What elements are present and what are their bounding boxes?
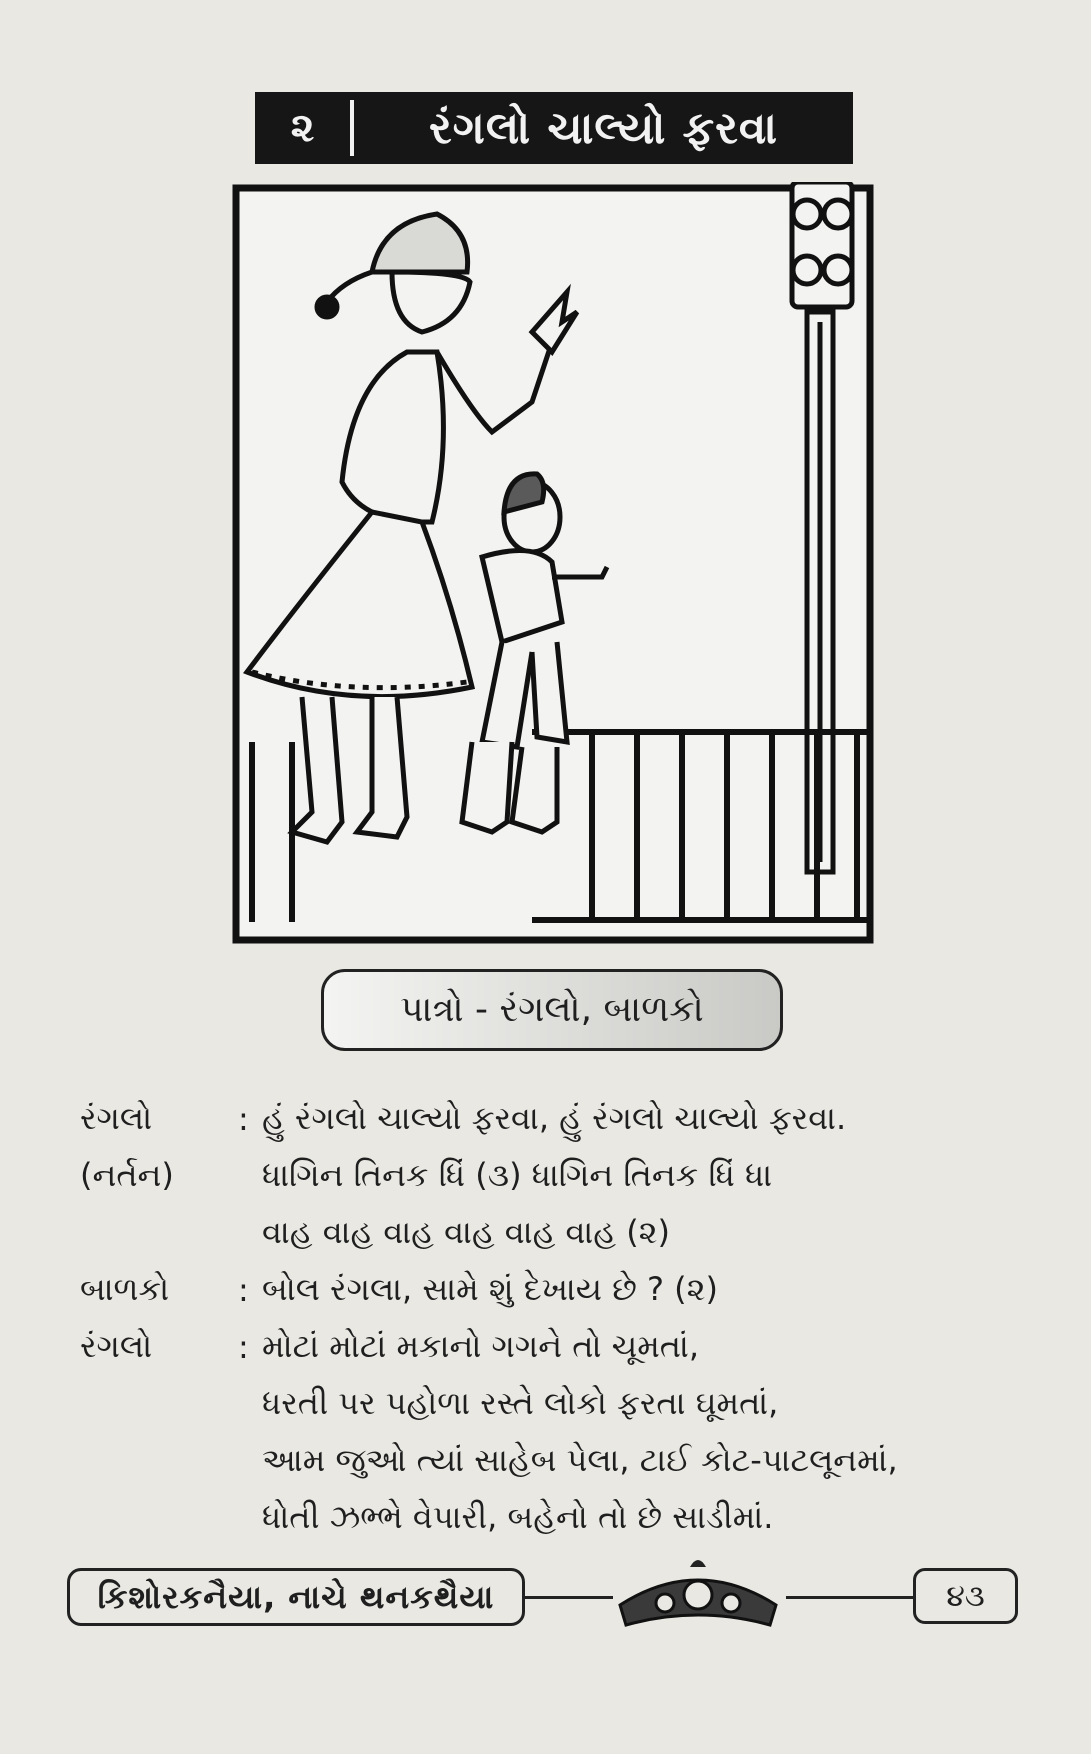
speaker: (નર્તન) bbox=[80, 1156, 174, 1194]
line-text: ધોતી ઝભ્ભે વેપારી, બહેનો તો છે સાડીમાં. bbox=[262, 1498, 774, 1536]
line-text: આમ જુઓ ત્યાં સાહેબ પેલા, ટાઈ કોટ-પાટલૂનમાં, bbox=[262, 1441, 898, 1479]
chapter-header bbox=[255, 92, 853, 164]
line-text: ધરતી પર પહોળા રસ્તે લોકો ફરતા ઘૂમતાં, bbox=[262, 1384, 779, 1422]
dialogue-line bbox=[80, 1090, 1000, 1147]
ornament-icon bbox=[610, 1545, 786, 1635]
dialogue-line bbox=[80, 1375, 1000, 1432]
dialogue-line bbox=[80, 1147, 1000, 1204]
line-text: મોટાં મોટાં મકાનો ગગને તો ચૂમતાં, bbox=[262, 1327, 700, 1365]
book-title: કિશોરકનૈયા, નાચે થનકથૈયા bbox=[67, 1568, 525, 1626]
colon: : bbox=[238, 1099, 249, 1138]
illustration bbox=[232, 182, 874, 945]
dialogue-line bbox=[80, 1204, 1000, 1261]
line-text: બોલ રંગલા, સામે શું દેખાય છે ? (૨) bbox=[262, 1270, 718, 1308]
dialogue-line bbox=[80, 1432, 1000, 1489]
chapter-number: ૨ bbox=[290, 105, 315, 151]
page-number: ૪૩ bbox=[913, 1568, 1018, 1624]
colon: : bbox=[238, 1327, 249, 1366]
dialogue-line bbox=[80, 1318, 1000, 1375]
line-text: વાહ વાહ વાહ વાહ વાહ વાહ (૨) bbox=[262, 1213, 670, 1251]
rangalo-and-child-drawing bbox=[232, 182, 874, 945]
speaker: રંગલો bbox=[80, 1099, 153, 1137]
speaker: બાળકો bbox=[80, 1270, 170, 1308]
footer-divider-right bbox=[786, 1596, 913, 1599]
line-text: ધાગિન તિનક ધિં (૩) ધાગિન તિનક ધિં ધા bbox=[262, 1156, 773, 1194]
dialogue-line bbox=[80, 1261, 1000, 1318]
dialogue-section bbox=[80, 1090, 1000, 1546]
colon: : bbox=[238, 1270, 249, 1309]
cast-label: પાત્રો - રંગલો, બાળકો bbox=[321, 969, 783, 1051]
chapter-title: રંગલો ચાલ્યો ફરવા bbox=[428, 102, 779, 154]
footer-divider-left bbox=[525, 1596, 613, 1599]
dialogue-line bbox=[80, 1489, 1000, 1546]
line-text: હું રંગલો ચાલ્યો ફરવા, હું રંગલો ચાલ્યો ફરવા. bbox=[262, 1099, 847, 1137]
speaker: રંગલો bbox=[80, 1327, 153, 1365]
